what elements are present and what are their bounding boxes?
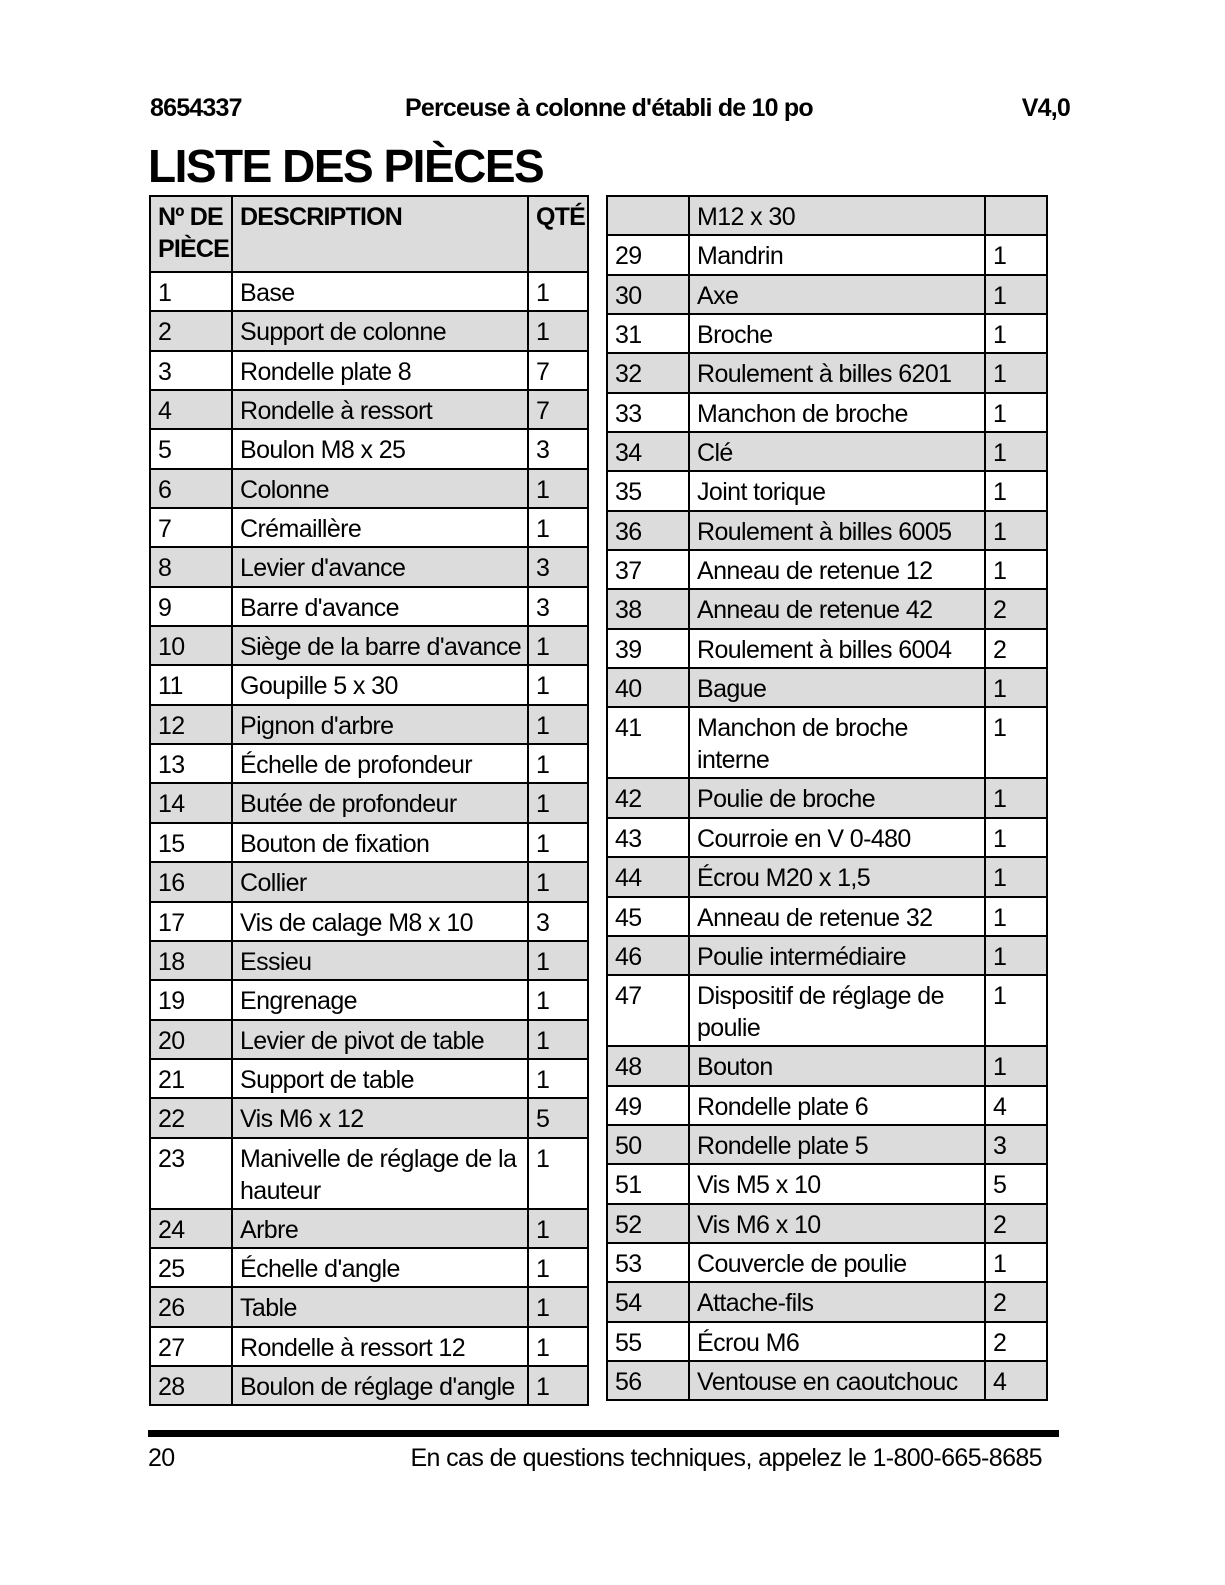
- table-row: [607, 1204, 1047, 1243]
- quantity-cell: 1: [985, 511, 1047, 550]
- part-number-cell: 51: [607, 1164, 689, 1203]
- description-cell: Support de table: [232, 1059, 528, 1098]
- part-number-cell: 49: [607, 1086, 689, 1125]
- table-row: [150, 1327, 588, 1366]
- table-row: [150, 862, 588, 901]
- parts-table-left: [149, 195, 589, 1406]
- part-number-cell: 38: [607, 589, 689, 628]
- description-cell: Attache-fils: [689, 1282, 985, 1321]
- part-number-cell: 24: [150, 1209, 232, 1248]
- table-row: [607, 857, 1047, 896]
- quantity-cell: 1: [528, 469, 588, 508]
- table-row: [607, 314, 1047, 353]
- quantity-cell: 1: [985, 353, 1047, 392]
- description-cell: Broche: [689, 314, 985, 353]
- quantity-cell: 2: [985, 1322, 1047, 1361]
- quantity-cell: 4: [985, 1361, 1047, 1400]
- part-number-cell: 18: [150, 941, 232, 980]
- part-number-cell: 25: [150, 1248, 232, 1287]
- quantity-cell: 1: [528, 862, 588, 901]
- table-row: [607, 1243, 1047, 1282]
- description-cell: Roulement à billes 6201: [689, 353, 985, 392]
- quantity-cell: 1: [985, 1243, 1047, 1282]
- page-title: LISTE DES PIÈCES: [148, 140, 544, 192]
- description-cell: Rondelle à ressort: [232, 390, 528, 429]
- table-row: [150, 587, 588, 626]
- description-cell: Manivelle de réglage de la hauteur: [232, 1138, 528, 1209]
- part-number-cell: 23: [150, 1138, 232, 1209]
- part-number-cell: 3: [150, 351, 232, 390]
- footer-divider: [148, 1430, 1059, 1437]
- table-row: [150, 311, 588, 350]
- quantity-cell: 1: [985, 778, 1047, 817]
- description-cell: Engrenage: [232, 980, 528, 1019]
- quantity-cell: 1: [985, 857, 1047, 896]
- table-row: [607, 629, 1047, 668]
- description-cell: Ventouse en caoutchouc: [689, 1361, 985, 1400]
- description-cell: Vis de calage M8 x 10: [232, 902, 528, 941]
- quantity-cell: 5: [985, 1164, 1047, 1203]
- page-header: [150, 94, 1070, 130]
- quantity-cell: 1: [528, 1366, 588, 1405]
- quantity-cell: [985, 196, 1047, 235]
- part-number-cell: 5: [150, 429, 232, 468]
- table-row: [150, 1098, 588, 1137]
- table-row: [150, 351, 588, 390]
- table-header-row: [150, 196, 588, 272]
- quantity-cell: 1: [985, 975, 1047, 1046]
- quantity-cell: 1: [528, 626, 588, 665]
- part-number-cell: 17: [150, 902, 232, 941]
- part-number-cell: 8: [150, 547, 232, 586]
- table-row: [607, 1125, 1047, 1164]
- description-cell: Crémaillère: [232, 508, 528, 547]
- description-cell: Collier: [232, 862, 528, 901]
- part-number-cell: 44: [607, 857, 689, 896]
- description-cell: Anneau de retenue 32: [689, 897, 985, 936]
- description-cell: Couvercle de poulie: [689, 1243, 985, 1282]
- table-row: [150, 902, 588, 941]
- quantity-cell: 1: [528, 980, 588, 1019]
- part-number-cell: 50: [607, 1125, 689, 1164]
- description-cell: Siège de la barre d'avance: [232, 626, 528, 665]
- quantity-cell: 3: [528, 902, 588, 941]
- part-number-cell: 43: [607, 818, 689, 857]
- quantity-cell: 2: [985, 1282, 1047, 1321]
- description-cell: Échelle de profondeur: [232, 744, 528, 783]
- part-number-cell: 26: [150, 1287, 232, 1326]
- description-cell: Manchon de broche interne: [689, 707, 985, 778]
- column-header-description: DESCRIPTION: [232, 196, 528, 272]
- quantity-cell: 3: [528, 547, 588, 586]
- quantity-cell: 5: [528, 1098, 588, 1137]
- description-cell: Poulie de broche: [689, 778, 985, 817]
- quantity-cell: 1: [528, 1138, 588, 1209]
- table-row: [150, 272, 588, 311]
- table-row: [607, 589, 1047, 628]
- table-row: [150, 429, 588, 468]
- part-number-cell: 53: [607, 1243, 689, 1282]
- description-cell: Vis M6 x 12: [232, 1098, 528, 1137]
- page-number: 20: [148, 1444, 175, 1472]
- part-number-cell: 1: [150, 272, 232, 311]
- table-row: [607, 818, 1047, 857]
- quantity-cell: 1: [985, 275, 1047, 314]
- part-number-cell: 7: [150, 508, 232, 547]
- description-cell: Clé: [689, 432, 985, 471]
- quantity-cell: 1: [985, 936, 1047, 975]
- quantity-cell: 1: [985, 393, 1047, 432]
- table-row: [607, 1361, 1047, 1400]
- table-row: [607, 936, 1047, 975]
- table-row: [607, 196, 1047, 235]
- description-cell: Rondelle plate 8: [232, 351, 528, 390]
- item-code: 8654337: [150, 94, 242, 122]
- description-cell: Échelle d'angle: [232, 1248, 528, 1287]
- quantity-cell: 3: [985, 1125, 1047, 1164]
- part-number-cell: 4: [150, 390, 232, 429]
- table-row: [607, 1282, 1047, 1321]
- quantity-cell: 1: [528, 311, 588, 350]
- table-row: [607, 1046, 1047, 1085]
- description-cell: Essieu: [232, 941, 528, 980]
- table-row: [607, 1164, 1047, 1203]
- part-number-cell: 29: [607, 235, 689, 274]
- part-number-cell: 31: [607, 314, 689, 353]
- description-cell: Boulon M8 x 25: [232, 429, 528, 468]
- description-cell: Bouton de fixation: [232, 823, 528, 862]
- description-cell: Bouton: [689, 1046, 985, 1085]
- part-number-cell: 54: [607, 1282, 689, 1321]
- part-number-cell: 6: [150, 469, 232, 508]
- part-number-cell: 48: [607, 1046, 689, 1085]
- table-row: [150, 1209, 588, 1248]
- part-number-cell: [607, 196, 689, 235]
- part-number-cell: 36: [607, 511, 689, 550]
- quantity-cell: 1: [528, 744, 588, 783]
- part-number-cell: 21: [150, 1059, 232, 1098]
- quantity-cell: 1: [985, 471, 1047, 510]
- table-row: [607, 897, 1047, 936]
- part-number-cell: 41: [607, 707, 689, 778]
- part-number-cell: 55: [607, 1322, 689, 1361]
- part-number-cell: 37: [607, 550, 689, 589]
- description-cell: Levier d'avance: [232, 547, 528, 586]
- quantity-cell: 7: [528, 390, 588, 429]
- description-cell: Vis M5 x 10: [689, 1164, 985, 1203]
- description-cell: Rondelle à ressort 12: [232, 1327, 528, 1366]
- quantity-cell: 1: [528, 1248, 588, 1287]
- part-number-cell: 11: [150, 665, 232, 704]
- description-cell: Rondelle plate 5: [689, 1125, 985, 1164]
- description-cell: Arbre: [232, 1209, 528, 1248]
- quantity-cell: 1: [528, 508, 588, 547]
- part-number-cell: 9: [150, 587, 232, 626]
- description-cell: Butée de profondeur: [232, 783, 528, 822]
- table-row: [607, 393, 1047, 432]
- quantity-cell: 2: [985, 1204, 1047, 1243]
- description-cell: Bague: [689, 668, 985, 707]
- table-row: [607, 975, 1047, 1046]
- description-cell: Rondelle plate 6: [689, 1086, 985, 1125]
- quantity-cell: 3: [528, 429, 588, 468]
- description-cell: Goupille 5 x 30: [232, 665, 528, 704]
- quantity-cell: 1: [528, 1327, 588, 1366]
- column-header-qty: QTÉ: [528, 196, 588, 272]
- description-cell: M12 x 30: [689, 196, 985, 235]
- part-number-cell: 22: [150, 1098, 232, 1137]
- part-number-cell: 32: [607, 353, 689, 392]
- table-row: [607, 1322, 1047, 1361]
- column-header-part-no: Nº DE PIÈCE: [150, 196, 232, 272]
- table-row: [150, 547, 588, 586]
- part-number-cell: 45: [607, 897, 689, 936]
- quantity-cell: 1: [985, 550, 1047, 589]
- quantity-cell: 1: [985, 432, 1047, 471]
- table-row: [150, 1059, 588, 1098]
- quantity-cell: 1: [985, 668, 1047, 707]
- description-cell: Courroie en V 0-480: [689, 818, 985, 857]
- table-row: [607, 1086, 1047, 1125]
- quantity-cell: 1: [528, 705, 588, 744]
- description-cell: Colonne: [232, 469, 528, 508]
- parts-table-right: [606, 195, 1048, 1401]
- parts-table-left-body: [150, 272, 588, 1405]
- description-cell: Support de colonne: [232, 311, 528, 350]
- table-row: [607, 707, 1047, 778]
- description-cell: Pignon d'arbre: [232, 705, 528, 744]
- quantity-cell: 1: [528, 1020, 588, 1059]
- description-cell: Poulie intermédiaire: [689, 936, 985, 975]
- part-number-cell: 42: [607, 778, 689, 817]
- part-number-cell: 33: [607, 393, 689, 432]
- table-row: [150, 665, 588, 704]
- description-cell: Boulon de réglage d'angle: [232, 1366, 528, 1405]
- table-row: [607, 353, 1047, 392]
- description-cell: Manchon de broche: [689, 393, 985, 432]
- quantity-cell: 1: [985, 707, 1047, 778]
- description-cell: Écrou M20 x 1,5: [689, 857, 985, 896]
- table-row: [607, 550, 1047, 589]
- description-cell: Roulement à billes 6004: [689, 629, 985, 668]
- table-row: [607, 511, 1047, 550]
- description-cell: Mandrin: [689, 235, 985, 274]
- table-row: [150, 705, 588, 744]
- quantity-cell: 1: [528, 1287, 588, 1326]
- part-number-cell: 52: [607, 1204, 689, 1243]
- quantity-cell: 1: [985, 235, 1047, 274]
- description-cell: Dispositif de réglage de poulie: [689, 975, 985, 1046]
- table-row: [607, 471, 1047, 510]
- description-cell: Anneau de retenue 12: [689, 550, 985, 589]
- table-row: [150, 469, 588, 508]
- table-row: [150, 980, 588, 1019]
- description-cell: Joint torique: [689, 471, 985, 510]
- quantity-cell: 4: [985, 1086, 1047, 1125]
- table-row: [150, 744, 588, 783]
- table-row: [607, 778, 1047, 817]
- table-row: [150, 823, 588, 862]
- quantity-cell: 1: [985, 818, 1047, 857]
- quantity-cell: 1: [528, 1059, 588, 1098]
- part-number-cell: 15: [150, 823, 232, 862]
- quantity-cell: 1: [528, 272, 588, 311]
- table-row: [150, 508, 588, 547]
- table-row: [607, 668, 1047, 707]
- part-number-cell: 40: [607, 668, 689, 707]
- part-number-cell: 13: [150, 744, 232, 783]
- table-row: [150, 1287, 588, 1326]
- part-number-cell: 35: [607, 471, 689, 510]
- part-number-cell: 14: [150, 783, 232, 822]
- quantity-cell: 2: [985, 629, 1047, 668]
- part-number-cell: 16: [150, 862, 232, 901]
- part-number-cell: 19: [150, 980, 232, 1019]
- table-row: [607, 235, 1047, 274]
- parts-table-right-body: [607, 196, 1047, 1400]
- table-row: [607, 432, 1047, 471]
- part-number-cell: 47: [607, 975, 689, 1046]
- description-cell: Barre d'avance: [232, 587, 528, 626]
- document-title: Perceuse à colonne d'établi de 10 po: [405, 94, 813, 122]
- description-cell: Écrou M6: [689, 1322, 985, 1361]
- description-cell: Base: [232, 272, 528, 311]
- quantity-cell: 1: [528, 1209, 588, 1248]
- part-number-cell: 10: [150, 626, 232, 665]
- description-cell: Levier de pivot de table: [232, 1020, 528, 1059]
- table-row: [150, 941, 588, 980]
- description-cell: Anneau de retenue 42: [689, 589, 985, 628]
- description-cell: Table: [232, 1287, 528, 1326]
- table-row: [607, 275, 1047, 314]
- part-number-cell: 2: [150, 311, 232, 350]
- part-number-cell: 27: [150, 1327, 232, 1366]
- table-row: [150, 1248, 588, 1287]
- table-row: [150, 1138, 588, 1209]
- version-label: V4,0: [1021, 94, 1070, 122]
- table-row: [150, 626, 588, 665]
- quantity-cell: 1: [985, 314, 1047, 353]
- description-cell: Vis M6 x 10: [689, 1204, 985, 1243]
- part-number-cell: 12: [150, 705, 232, 744]
- table-row: [150, 783, 588, 822]
- part-number-cell: 20: [150, 1020, 232, 1059]
- part-number-cell: 39: [607, 629, 689, 668]
- part-number-cell: 56: [607, 1361, 689, 1400]
- part-number-cell: 30: [607, 275, 689, 314]
- table-row: [150, 390, 588, 429]
- part-number-cell: 28: [150, 1366, 232, 1405]
- part-number-cell: 46: [607, 936, 689, 975]
- part-number-cell: 34: [607, 432, 689, 471]
- description-cell: Axe: [689, 275, 985, 314]
- table-row: [150, 1366, 588, 1405]
- quantity-cell: 1: [528, 941, 588, 980]
- quantity-cell: 7: [528, 351, 588, 390]
- description-cell: Roulement à billes 6005: [689, 511, 985, 550]
- quantity-cell: 1: [985, 1046, 1047, 1085]
- quantity-cell: 3: [528, 587, 588, 626]
- quantity-cell: 2: [985, 589, 1047, 628]
- quantity-cell: 1: [528, 823, 588, 862]
- quantity-cell: 1: [985, 897, 1047, 936]
- quantity-cell: 1: [528, 783, 588, 822]
- quantity-cell: 1: [528, 665, 588, 704]
- support-phone-note: En cas de questions techniques, appelez le 1-800-665-8685: [410, 1444, 1042, 1472]
- table-row: [150, 1020, 588, 1059]
